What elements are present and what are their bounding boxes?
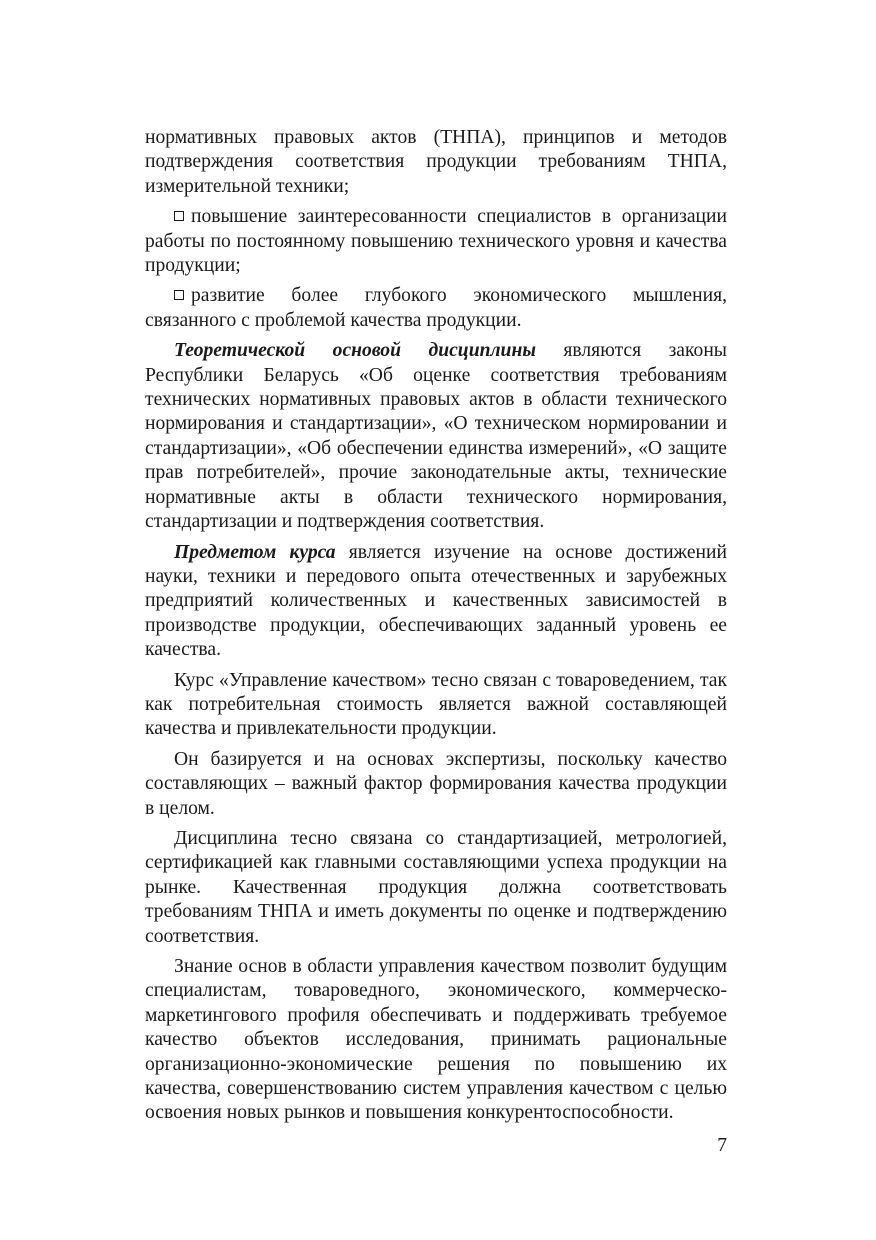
subject-paragraph — [145, 541, 727, 663]
paragraph: Дисциплина тесно связана со стандартизацией, метрологией, сертификацией как главными составляющими успеха продукции на рынке. Качественная продукция должна соответствовать требованиям ТНПА и иметь документы по оценке и подтверждению соответствия. — [145, 827, 727, 947]
checkbox-square-icon — [174, 211, 184, 221]
paragraph: Курс «Управление качеством» тесно связан с товароведением, так как потребительная стоимость является важной составляющей качества и привлекательности продукции. — [145, 669, 727, 740]
page-number: 7 — [717, 1135, 727, 1156]
bullet-item — [145, 284, 727, 333]
theory-paragraph — [145, 339, 727, 534]
bullet-item — [145, 205, 727, 278]
subject-rest: является изучение на основе достижений науки, техники и передового опыта отечественных и зарубежных предприятий количественных и качественных зависимостей в производстве продукции, обеспечивающих заданный уровень ее качества. — [145, 541, 727, 661]
bullet-text: повышение заинтересованности специалистов в организации работы по постоянному повышению технического уровня и качества продукции; — [145, 206, 727, 277]
subject-lead: Предметом курса — [174, 541, 336, 563]
paragraph: Он базируется и на основах экспертизы, поскольку качество составляющих – важный фактор формирования качества продукции в целом. — [145, 748, 727, 819]
continuation-paragraph: нормативных правовых актов (ТНПА), принципов и методов подтверждения соответствия продукции требованиям ТНПА, измерительной техники; — [145, 127, 727, 197]
checkbox-square-icon — [174, 290, 184, 300]
body-text — [145, 126, 727, 1126]
theory-lead: Теоретической основой дисциплины — [174, 340, 536, 362]
bullet-text: развитие более глубокого экономического мышления, связанного с проблемой качества продукции. — [145, 285, 727, 331]
theory-rest: являются законы Республики Беларусь «Об оценке соответствия требованиям технических нормативных правовых актов в области технического нормирования и стандартизации», «О техническом нормировании и стандартизации», «Об обеспечении единства измерений», «О защите прав потребителей», прочие законодательные акты, технические нормативные акты в области технического нормирования, стандартизации и подтверждения соответствия. — [145, 340, 727, 533]
paragraph: Знание основ в области управления качеством позволит будущим специалистам, товароведного, экономического, коммерческо-маркетингового профиля обеспечивать и поддерживать требуемое качество объектов исследования, принимать рациональные организационно-экономические решения по повышению их качества, совершенствованию систем управления качеством с целью освоения новых рынков и повышения конкурентоспособности. — [145, 956, 727, 1124]
